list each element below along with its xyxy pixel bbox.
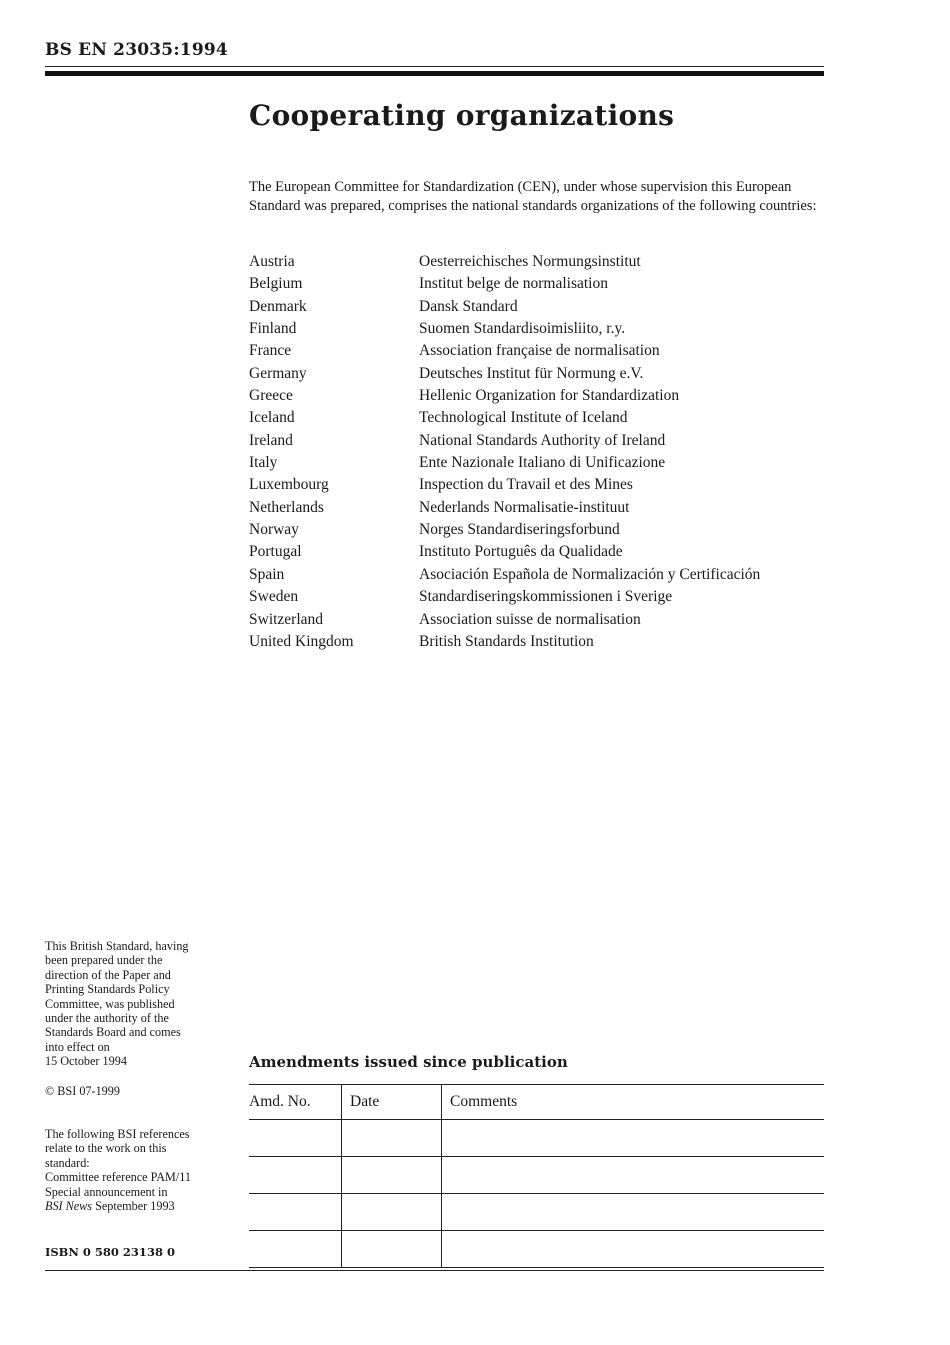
organization-name: Asociación Española de Normalización y Certificación: [419, 565, 761, 583]
organization-country: United Kingdom: [249, 632, 354, 650]
amendment-cell: [442, 1157, 825, 1194]
organization-name: Deutsches Institut für Normung e.V.: [419, 364, 644, 382]
organization-name: Ente Nazionale Italiano di Unificazione: [419, 454, 666, 472]
organization-name: National Standards Authority of Ireland: [419, 431, 666, 449]
amendment-cell: [442, 1231, 825, 1268]
organization-row: [249, 453, 829, 475]
organization-country: Spain: [249, 565, 285, 583]
amendment-cell: [342, 1194, 442, 1231]
footer-rule: [45, 1270, 824, 1271]
organization-country: Switzerland: [249, 610, 324, 628]
organization-country: Sweden: [249, 588, 299, 606]
organization-row: [249, 431, 829, 453]
organization-name: British Standards Institution: [419, 632, 594, 650]
organization-row: [249, 274, 829, 296]
organization-country: Austria: [249, 253, 295, 270]
organization-row: [249, 632, 829, 654]
references-note-line: standard:: [45, 1155, 90, 1170]
organization-country: Greece: [249, 387, 293, 405]
organization-name: Standardiseringskommissionen i Sverige: [419, 588, 673, 606]
column-header-amd-no: Amd. No.: [249, 1085, 342, 1120]
organization-row: [249, 386, 829, 408]
references-note-line: Committee reference PAM/11: [45, 1170, 191, 1185]
bsi-news-title: BSI News: [45, 1199, 93, 1214]
header-rule-thick: [45, 71, 824, 76]
organization-name: Dansk Standard: [419, 297, 518, 315]
organization-country: Ireland: [249, 431, 293, 449]
organization-name: Inspection du Travail et des Mines: [419, 476, 633, 494]
references-note-line: Special announcement in: [45, 1184, 168, 1199]
organization-country: Italy: [249, 454, 278, 472]
organization-row: [249, 475, 829, 497]
organization-country: Belgium: [249, 275, 303, 293]
references-note-line: relate to the work on this: [45, 1141, 167, 1156]
publication-note-line: Printing Standards Policy: [45, 982, 170, 997]
amendment-row: [249, 1194, 824, 1231]
column-header-comments: Comments: [442, 1085, 825, 1120]
amendment-cell: [442, 1120, 825, 1157]
header-rule-thin: [45, 66, 824, 67]
amendments-table: [249, 1084, 824, 1268]
publication-note-line: Committee, was published: [45, 996, 175, 1011]
publication-note-line: This British Standard, having: [45, 939, 189, 953]
organization-name: Norges Standardiseringsforbund: [419, 521, 620, 539]
amendment-cell: [342, 1231, 442, 1268]
organization-row: [249, 565, 829, 587]
organization-row: [249, 408, 829, 430]
organization-name: Nederlands Normalisatie-instituut: [419, 498, 630, 516]
organization-row: [249, 319, 829, 341]
organization-row: [249, 610, 829, 632]
organization-country: France: [249, 342, 292, 360]
amendment-cell: [249, 1157, 342, 1194]
publication-note-line: direction of the Paper and: [45, 967, 171, 982]
organization-row: [249, 498, 829, 520]
bsi-references-note: [45, 1127, 230, 1213]
copyright-note: © BSI 07-1999: [45, 1084, 120, 1098]
organization-row: [249, 297, 829, 319]
amendments-heading: Amendments issued since publication: [249, 1053, 568, 1071]
organization-row: [249, 520, 829, 542]
organization-row: [249, 252, 829, 274]
organization-row: [249, 364, 829, 386]
organization-name: Institut belge de normalisation: [419, 275, 608, 293]
amendments-header-row: [249, 1085, 824, 1120]
organization-row: [249, 587, 829, 609]
publication-note-line: 15 October 1994: [45, 1054, 127, 1069]
organization-country: Iceland: [249, 409, 295, 427]
amendment-cell: [442, 1194, 825, 1231]
document-id: BS EN 23035:1994: [45, 40, 228, 60]
amendment-cell: [249, 1194, 342, 1231]
isbn: ISBN 0 580 23138 0: [45, 1245, 175, 1259]
amendment-cell: [342, 1120, 442, 1157]
organization-name: Instituto Português da Qualidade: [419, 543, 623, 561]
publication-note-line: under the authority of the: [45, 1011, 169, 1026]
amendment-cell: [249, 1120, 342, 1157]
amendment-cell: [249, 1231, 342, 1268]
organization-row: [249, 542, 829, 564]
publication-note-line: Standards Board and comes: [45, 1025, 181, 1040]
column-header-date: Date: [342, 1085, 442, 1120]
amendment-row: [249, 1231, 824, 1268]
references-note-line: The following BSI references: [45, 1127, 190, 1141]
publication-note: [45, 939, 230, 1069]
organization-name: Suomen Standardisoimisliito, r.y.: [419, 320, 626, 338]
organizations-list: [249, 252, 829, 654]
organization-country: Norway: [249, 521, 299, 539]
organization-country: Luxembourg: [249, 476, 329, 494]
organization-name: Technological Institute of Iceland: [419, 409, 628, 427]
publication-note-line: into effect on: [45, 1039, 110, 1054]
intro-paragraph: The European Committee for Standardization (CEN), under whose supervision this European Standard was prepared, comprises the national standards organizations of the following countries:: [249, 179, 817, 214]
organization-country: Denmark: [249, 297, 307, 315]
organization-country: Netherlands: [249, 498, 324, 516]
organization-name: Association française de normalisation: [419, 342, 660, 360]
organization-name: Oesterreichisches Normungsinstitut: [419, 253, 641, 270]
organization-name: Association suisse de normalisation: [419, 610, 641, 628]
organization-country: Portugal: [249, 543, 302, 561]
page-title: Cooperating organizations: [249, 99, 675, 132]
organization-country: Germany: [249, 364, 307, 382]
amendment-row: [249, 1157, 824, 1194]
publication-note-line: been prepared under the: [45, 953, 163, 968]
organization-name: Hellenic Organization for Standardization: [419, 387, 680, 405]
organization-country: Finland: [249, 320, 297, 338]
organization-row: [249, 341, 829, 363]
amendment-cell: [342, 1157, 442, 1194]
amendment-row: [249, 1120, 824, 1157]
bsi-news-date: September 1993: [92, 1199, 175, 1214]
